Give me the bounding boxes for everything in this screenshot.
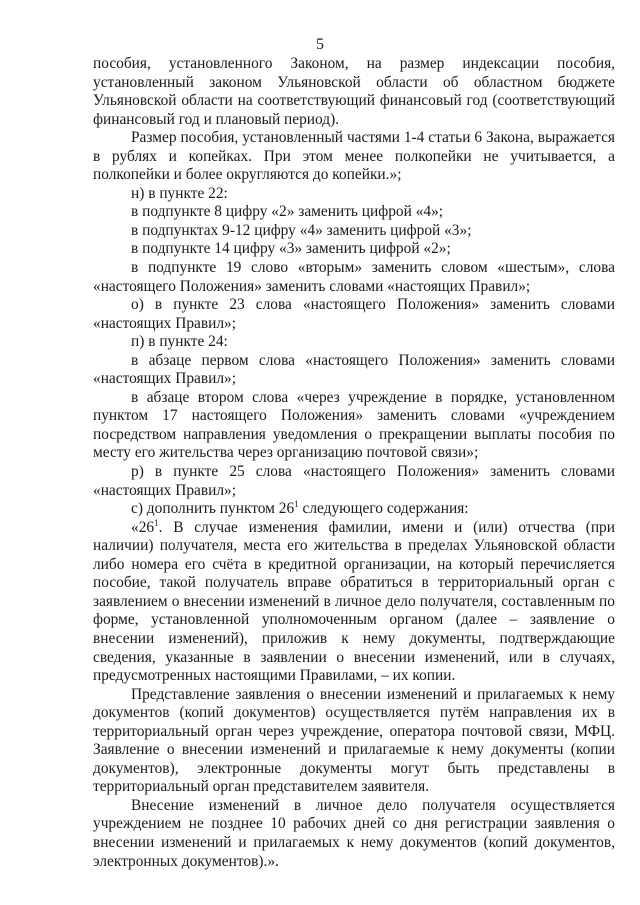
paragraph: [93, 500, 615, 519]
superscript: 1: [154, 517, 159, 528]
paragraph: Представление заявления о внесении изменений и прилагаемых к нему документов (копий документов) осуществляется путём направления их в территориальный орган через учреждение, оператора почтовой связи, МФЦ. Заявление о внесении изменений и прилагаемые к нему документы (копии документов), электронные документы могут быть представлены в территориальный орган представителем заявителя.: [93, 685, 615, 796]
paragraph: р) в пункте 25 слова «настоящего Положения» заменить словами «настоящих Правил»;: [93, 463, 615, 499]
paragraph: пособия, установленного Законом, на размер индексации пособия, установленный законом Ульяновской области об областном бюджете Ульяновской области на соответствующий финансовый год (соответствующий финансовый год и плановый период).: [93, 55, 615, 128]
paragraph: в подпункте 19 слово «вторым» заменить словом «шестым», слова «настоящего Положения» заменить словами «настоящих Правил»;: [93, 259, 615, 295]
paragraph: в подпункте 14 цифру «3» заменить цифрой «2»;: [131, 240, 451, 258]
paragraph: в подпунктах 9-12 цифру «4» заменить цифрой «3»;: [131, 221, 472, 239]
page-number: 5: [316, 36, 324, 53]
paragraph-text: «26: [131, 518, 155, 536]
paragraph: в подпункте 8 цифру «2» заменить цифрой «4»;: [131, 203, 444, 221]
paragraph: н) в пункте 22:: [131, 184, 228, 202]
paragraph-text: следующего содержания:: [298, 500, 469, 518]
paragraph: Внесение изменений в личное дело получателя осуществляется учреждением не позднее 10 рабочих дней со дня регистрации заявления о внесении изменений и прилагаемых к нему документов (копий документов, электронных документов).».: [93, 796, 615, 870]
paragraph: [93, 519, 615, 686]
paragraph: о) в пункте 23 слова «настоящего Положения» заменить словами «настоящих Правил»;: [93, 296, 615, 332]
document-body: [93, 55, 615, 871]
paragraph: Размер пособия, установленный частями 1-4 статьи 6 Закона, выражается в рублях и копейках. При этом менее полкопейки не учитывается, а полкопейки и более округляются до копейки.»;: [93, 129, 615, 184]
paragraph: п) в пункте 24:: [131, 333, 228, 351]
superscript: 1: [294, 499, 299, 510]
paragraph: в абзаце первом слова «настоящего Положения» заменить словами «настоящих Правил»;: [93, 351, 615, 388]
paragraph-text: . В случае изменения фамилии, имени и (или) отчества (при наличии) получателя, места его жительства в пределах Ульяновской области либо номера его счёта в кредитной организации, на который перечисляется пособие, такой получатель вправе обратиться в территориальный орган с заявлением о внесении изменений в личное дело получателя, составленным по форме, установленной уполномоченным органом (далее – заявление о внесении изменений), приложив к нему документы, подтверждающие сведения, указанные в заявлении о внесении изменений, или в случаях, предусмотренных настоящими Правилами, – их копии.: [93, 518, 615, 685]
paragraph-text: с) дополнить пунктом 26: [131, 500, 295, 518]
paragraph: в абзаце втором слова «через учреждение в порядке, установленном пунктом 17 настоящего Положения» заменить словами «учреждением посредством направления уведомления о прекращении выплаты пособия по месту его жительства через организацию почтовой связи»;: [93, 388, 615, 462]
